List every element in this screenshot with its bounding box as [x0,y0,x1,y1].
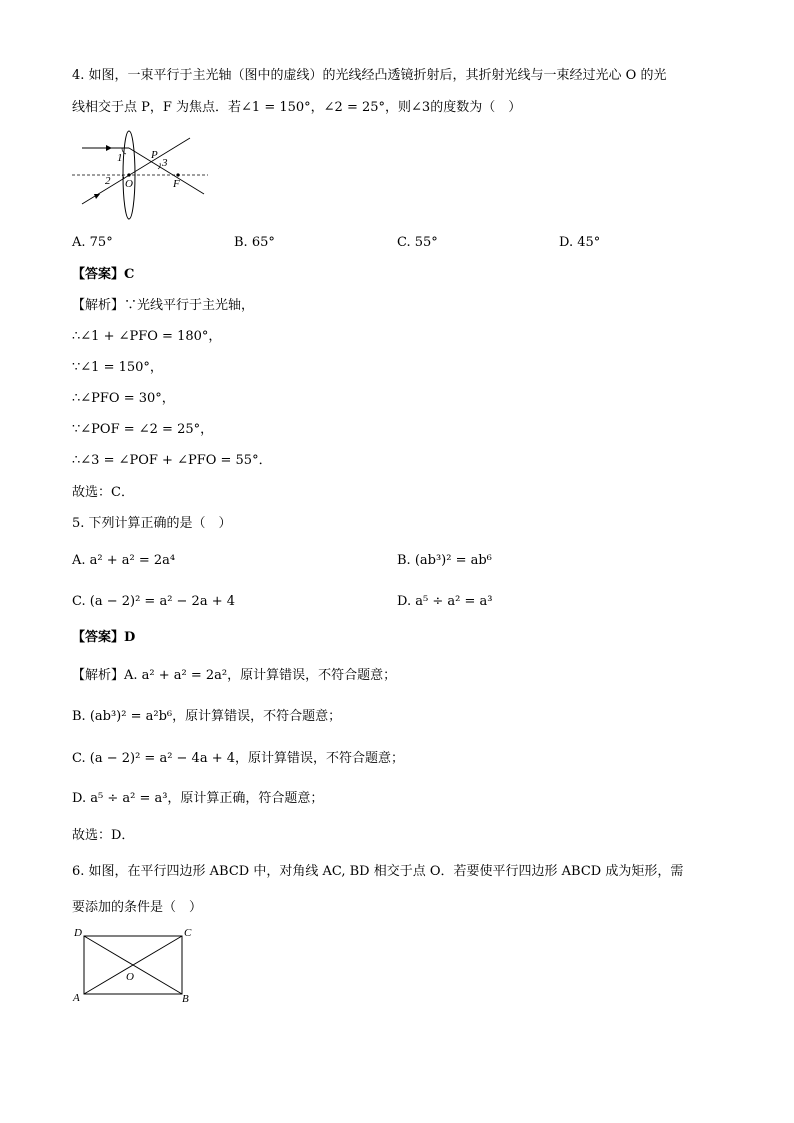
q5-conclusion: 故选：D． [72,828,135,843]
label-point-p: P [151,149,158,161]
q5-analysis-d: D. a⁵ ÷ a² = a³，原计算正确，符合题意； [72,791,324,806]
label-point-f: F [173,178,180,190]
q4-analysis-1: 【解析】∵光线平行于主光轴， [72,298,255,313]
q4-analysis-3: ∵∠1 = 150°， [72,360,163,375]
rectangle-diagram [70,924,200,1006]
q4-conclusion: 故选：C． [72,485,134,500]
q4-analysis-2: ∴∠1 + ∠PFO = 180°， [72,329,222,344]
q5-option-d: D. a⁵ ÷ a² = a³ [397,594,493,609]
label-vertex-a: A [73,992,80,1004]
q4-analysis-5: ∵∠POF = ∠2 = 25°， [72,422,214,437]
q6-text-line2: 要添加的条件是（ ） [72,900,203,915]
q5-option-a: A. a² + a² = 2a⁴ [72,553,176,568]
q4-option-c: C. 55° [397,235,438,250]
q4-option-d: D. 45° [559,235,601,250]
label-center-o: O [126,971,134,983]
label-vertex-c: C [184,927,192,939]
q5-option-b: B. (ab³)² = ab⁶ [397,553,492,568]
q5-analysis-c: C. (a − 2)² = a² − 4a + 4，原计算错误，不符合题意； [72,751,405,766]
label-angle-2: 2 [105,175,111,187]
q5-analysis-b: B. (ab³)² = a²b⁶，原计算错误，不符合题意； [72,709,342,724]
q6-text-line1: 6. 如图，在平行四边形 ABCD 中，对角线 AC, BD 相交于点 O．若要使平行四边形 ABCD 成为矩形，需 [72,864,684,879]
q4-option-b: B. 65° [234,235,275,250]
lens-diagram [72,128,212,222]
q5-title: 5. 下列计算正确的是（ ） [72,516,232,531]
label-point-o: O [125,178,133,190]
q4-answer: 【答案】C [72,267,135,282]
q4-text-line1: 4. 如图，一束平行于主光轴（图中的虚线）的光线经凸透镜折射后，其折射光线与一束经过光心 O 的光 [72,68,667,83]
q5-analysis-a: 【解析】A. a² + a² = 2a²，原计算错误，不符合题意； [72,668,397,683]
label-vertex-d: D [74,927,82,939]
q5-answer: 【答案】D [72,630,136,645]
q4-analysis-4: ∴∠PFO = 30°， [72,391,175,406]
label-angle-3: 3 [162,157,168,169]
q4-analysis-6: ∴∠3 = ∠POF + ∠PFO = 55°． [72,453,272,468]
label-angle-1: 1 [117,152,123,164]
q5-option-c: C. (a − 2)² = a² − 2a + 4 [72,594,236,609]
label-vertex-b: B [182,993,189,1005]
q4-option-a: A. 75° [72,235,113,250]
q4-text-line2: 线相交于点 P，F 为焦点．若∠1 = 150°，∠2 = 25°，则∠3的度数为（ ） [72,100,522,115]
